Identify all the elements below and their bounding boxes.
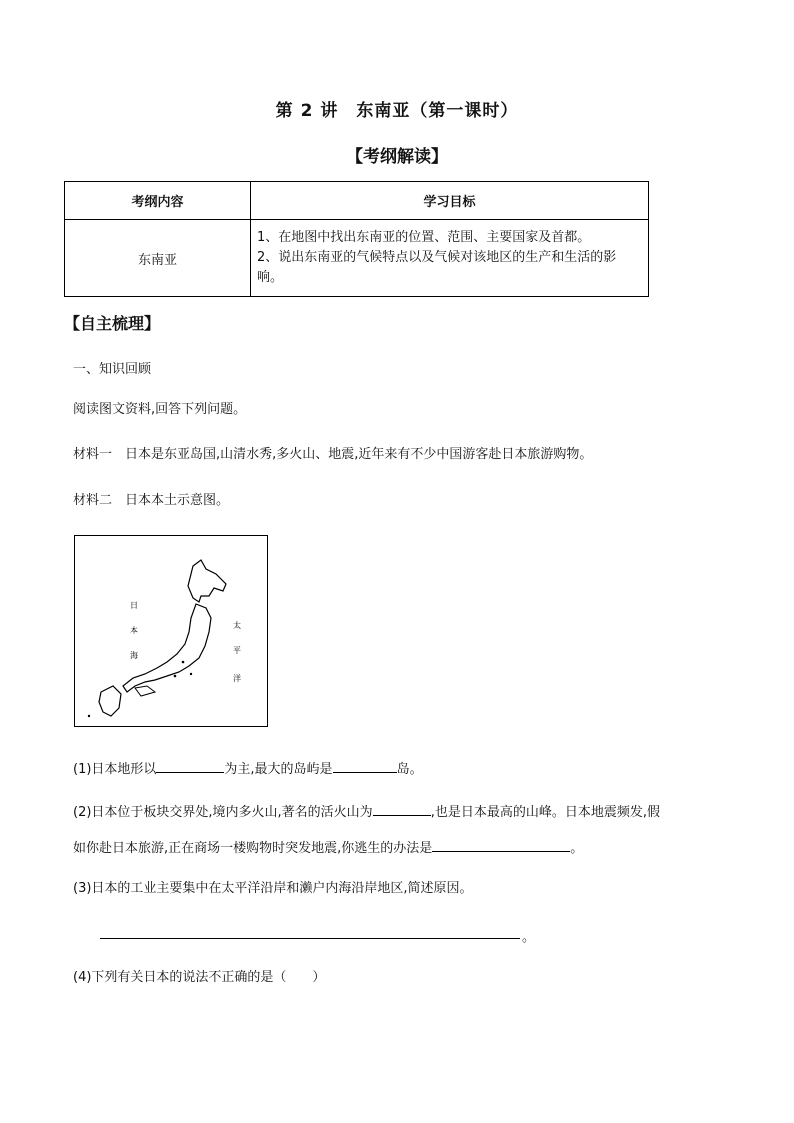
material-2: 材料二 日本本土示意图。 (73, 493, 230, 508)
table-row (65, 220, 649, 297)
question-2: (2)日本位于板块交界处,境内多火山,著名的活火山为 ,也是日本最高的山峰。日本地震频发,假 如你赴日本旅游,正在商场一楼购物时突发地震,你逃生的办法是 。 (73, 801, 713, 859)
map-label-sea-right-3: 洋 (233, 674, 241, 683)
answer-line-3-end: 。 (522, 930, 536, 945)
goal-1: 1、在地图中找出东南亚的位置、范围、主要国家及首都。 (257, 230, 591, 245)
answer-blank-3[interactable] (373, 801, 431, 816)
goal-2: 2、说出东南亚的气候特点以及气候对该地区的生产和生活的影响。 (257, 250, 617, 285)
answer-blank-2[interactable] (333, 758, 397, 773)
answer-blank-1[interactable] (156, 758, 224, 773)
map-label-sea-left-1: 日 (130, 601, 138, 610)
map-label-sea-left-2: 本 (130, 626, 138, 635)
map-label-sea-right-2: 平 (233, 646, 241, 655)
instruction-text: 阅读图文资料,回答下列问题。 (73, 402, 247, 417)
header-content: 考纲内容 (65, 182, 251, 220)
page-title: 第 2 讲 东南亚（第一课时） (275, 101, 519, 121)
question-4: (4)下列有关日本的说法不正确的是（ ） (73, 970, 326, 985)
table-header-row (65, 182, 649, 220)
japan-map-figure (74, 535, 268, 727)
answer-line-3[interactable] (100, 938, 520, 939)
header-goals: 学习目标 (251, 182, 649, 220)
row-goals (251, 220, 649, 297)
row-content: 东南亚 (65, 220, 251, 297)
map-label-sea-right-1: 太 (233, 621, 241, 630)
japan-outline-map (75, 536, 267, 726)
honshu-shape (123, 604, 211, 692)
question-1: (1)日本地形以 为主,最大的岛屿是 岛。 (73, 758, 423, 780)
section-title: 【自主梳理】 (64, 314, 161, 333)
map-label-sea-left-3: 海 (130, 651, 138, 660)
hokkaido-shape (188, 560, 226, 602)
shikoku-shape (135, 686, 155, 696)
part-heading: 一、知识回顾 (73, 362, 152, 377)
question-3: (3)日本的工业主要集中在太平洋沿岸和濑户内海沿岸地区,简述原因。 (73, 881, 473, 896)
kyushu-shape (99, 686, 121, 716)
answer-blank-4[interactable] (432, 837, 570, 852)
material-1: 材料一 日本是东亚岛国,山清水秀,多火山、地震,近年来有不少中国游客赴日本旅游购物。 (73, 447, 593, 462)
syllabus-table (64, 181, 649, 297)
syllabus-heading: 【考纲解读】 (346, 147, 448, 167)
